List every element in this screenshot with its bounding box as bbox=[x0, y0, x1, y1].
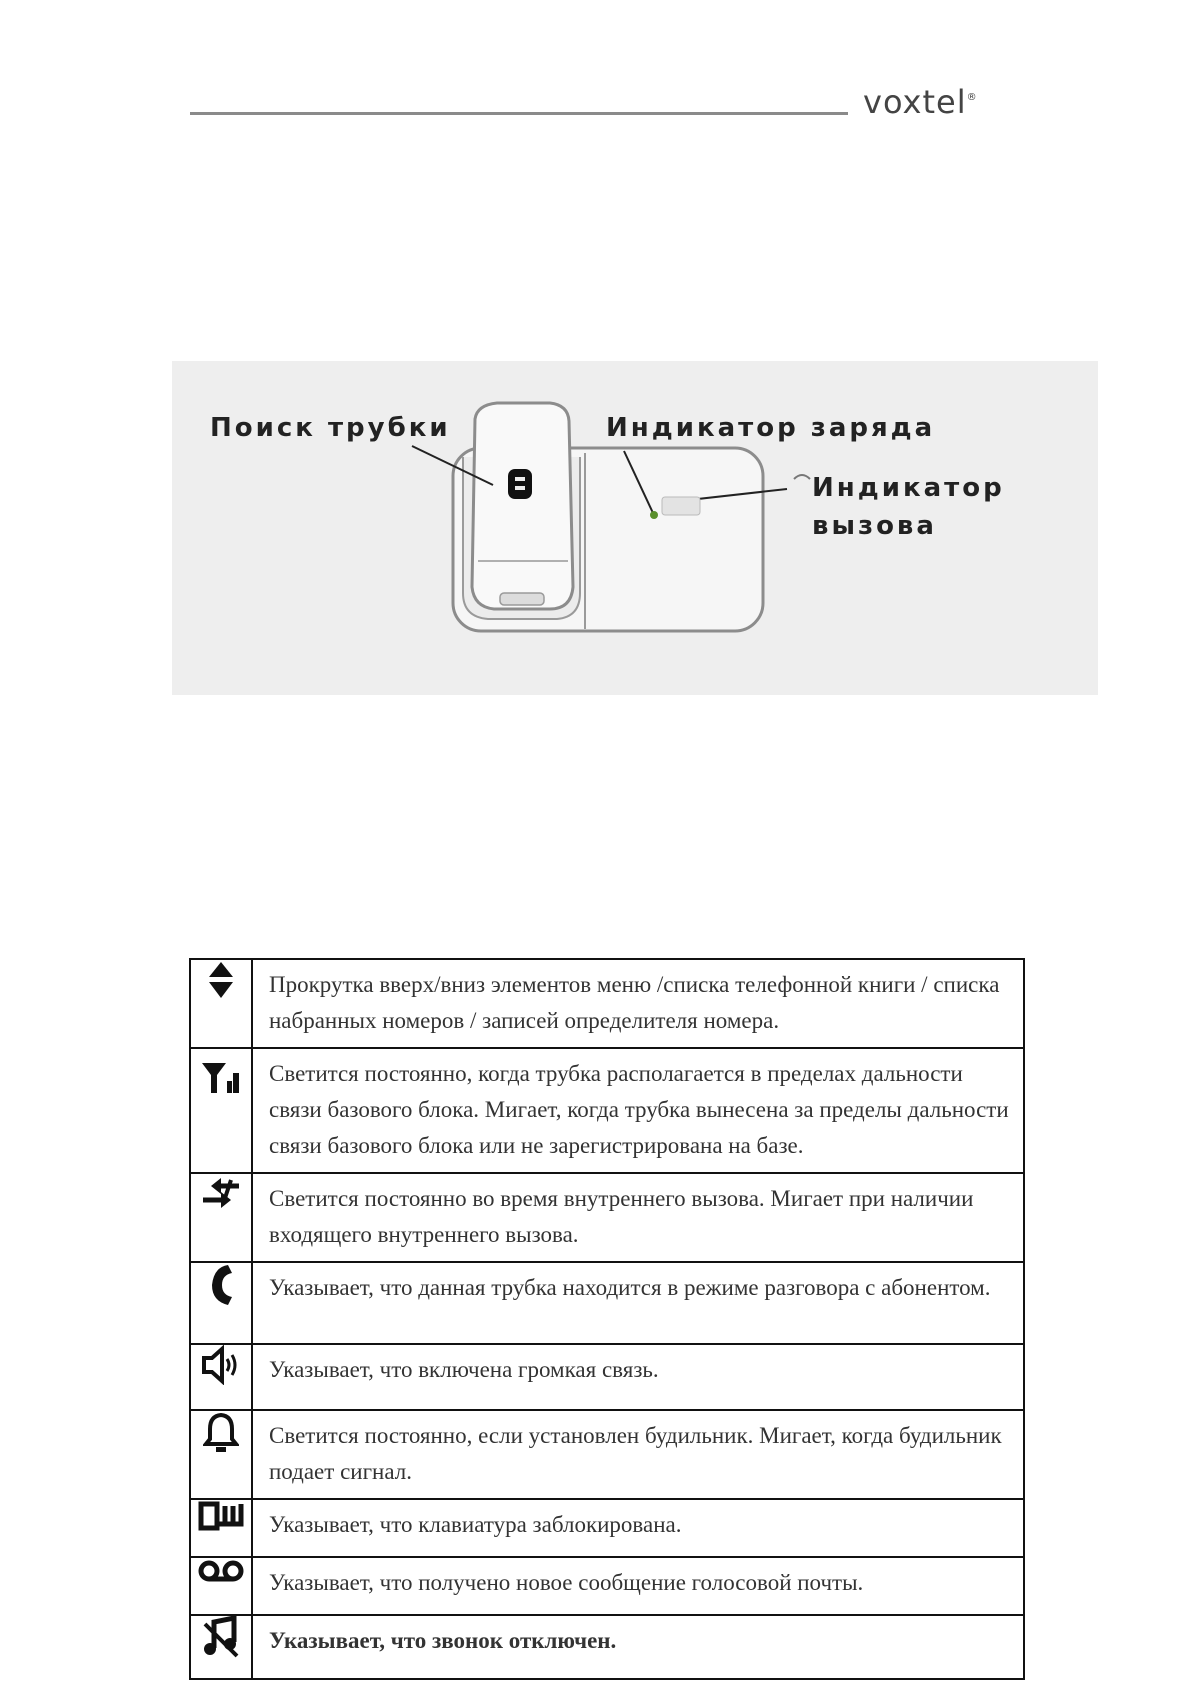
icon-description: Светится постоянно во время внутреннего вызова. Мигает при наличии входящего внутреннего вызова. bbox=[252, 1173, 1024, 1262]
icon-description: Светится постоянно, если установлен будильник. Мигает, когда будильник подает сигнал. bbox=[252, 1410, 1024, 1499]
label-charge-indicator: Индикатор заряда bbox=[606, 413, 936, 443]
header-rule bbox=[190, 112, 848, 115]
label-page-search: Поиск трубки bbox=[210, 413, 451, 443]
speakerphone-icon bbox=[201, 1345, 241, 1385]
voicemail-icon bbox=[197, 1558, 245, 1584]
label-call-indicator-line2: вызова bbox=[812, 511, 937, 541]
icon-description: Указывает, что получено новое сообщение голосовой почты. bbox=[252, 1557, 1024, 1615]
icon-description: Указывает, что включена громкая связь. bbox=[252, 1344, 1024, 1410]
table-row bbox=[190, 1048, 1024, 1173]
icon-description: Светится постоянно, когда трубка располагается в пределах дальности связи базового блока. Мигает, когда трубка вынесена за пределы дальности связи базового блока или не зарегистрирована на базе. bbox=[252, 1048, 1024, 1173]
logo-registered-mark: ® bbox=[966, 92, 978, 103]
table-row bbox=[190, 959, 1024, 1048]
phone-handset-icon bbox=[206, 1263, 236, 1307]
icon-description: Указывает, что звонок отключен. bbox=[252, 1615, 1024, 1679]
label-call-indicator-line1: Индикатор bbox=[812, 473, 1005, 503]
display-icons-table bbox=[189, 958, 1025, 1680]
table-row bbox=[190, 1344, 1024, 1410]
icon-description: Прокрутка вверх/вниз элементов меню /списка телефонной книги / списка набранных номеров / записей определителя номера. bbox=[252, 959, 1024, 1048]
table-row bbox=[190, 1173, 1024, 1262]
table-row bbox=[190, 1499, 1024, 1557]
table-row bbox=[190, 1615, 1024, 1679]
signal-strength-icon bbox=[201, 1061, 241, 1095]
icon-description: Указывает, что клавиатура заблокирована. bbox=[252, 1499, 1024, 1557]
logo-text: voxtel bbox=[863, 83, 967, 121]
ringer-off-icon bbox=[202, 1616, 240, 1658]
base-station-figure bbox=[172, 361, 1098, 695]
scroll-up-down-icon bbox=[207, 960, 235, 1000]
table-row bbox=[190, 1262, 1024, 1344]
keypad-lock-icon bbox=[198, 1500, 244, 1532]
icon-description: Указывает, что данная трубка находится в режиме разговора с абонентом. bbox=[252, 1262, 1024, 1344]
brand-logo bbox=[863, 82, 978, 122]
charge-led-icon bbox=[650, 511, 658, 519]
table-row bbox=[190, 1557, 1024, 1615]
table-row bbox=[190, 1410, 1024, 1499]
page-button-icon bbox=[508, 469, 532, 499]
intercom-icon bbox=[199, 1174, 243, 1212]
alarm-bell-icon bbox=[203, 1411, 239, 1455]
call-indicator-phone-icon bbox=[794, 475, 810, 479]
